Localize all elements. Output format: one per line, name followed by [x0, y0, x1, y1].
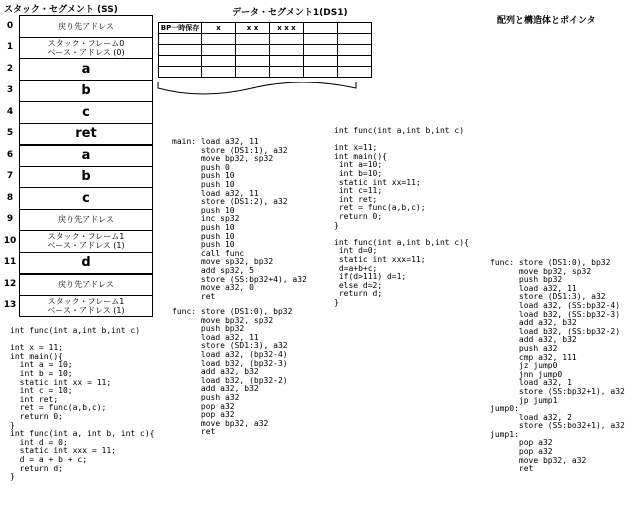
- stack-cell-text: スタック・フレーム0: [47, 38, 125, 48]
- ds-cell: [338, 34, 372, 45]
- stack-row: [3, 209, 114, 231]
- stack-cell-text: 戻り先アドレス: [58, 280, 114, 290]
- ds-header-cell: [304, 23, 338, 34]
- stack-cell: [19, 101, 153, 123]
- stack-row: [3, 15, 114, 37]
- ds-cell: [270, 56, 304, 67]
- stack-cell-text: a: [81, 148, 91, 164]
- stack-row: [3, 273, 114, 295]
- asm-func-right: func: store (DS1:0), bp32 move bp32, sp32 push bp32 load a32, 11 store (DS1:3), a32 load a32, (SS:bp32-4) load b32, (SS:bp32-3) add a32, b32 load b32, (SS:bp32-2) add a32, b32 push a32 cmp a32, 111 jz jump0 jnn jump0 load a32, 1 store (SS:bp32+1), a32 jp jump1 jump0: load a32, 2 store (SS:bo32+1), a32 jump1: pop a32 pop a32 move bp32, a32 ret: [490, 258, 625, 474]
- stack-cell-text: c: [82, 104, 90, 120]
- stack-row: [3, 166, 91, 188]
- ds-cell: [304, 45, 338, 56]
- stack-row: [3, 37, 125, 59]
- stack-index: 3: [6, 85, 14, 96]
- c-source-left: int func(int a,int b,int c) int x = 11; int main(){ int a = 10; int b = 10; static int xx = 11; int c = 10; int ret; ret = func(a,b,c); return 0; } int func(int a, int b, int c){ int d = 0; static int xxx = 11; d = a + b + c; return d; }: [10, 326, 155, 482]
- ds-row: [159, 34, 372, 45]
- ds-cell: [159, 45, 202, 56]
- topic-title: 配列と構造体とポインタ: [497, 16, 596, 26]
- stack-cell-text: ベース・アドレス (0): [47, 47, 125, 57]
- ds-header-cell: x x x: [270, 23, 304, 34]
- ds-cell: [202, 67, 236, 78]
- stack-index: 4: [6, 106, 14, 117]
- ds-cell: [270, 67, 304, 78]
- stack-cell-text: c: [82, 190, 90, 206]
- stack-cell-text: 戻り先アドレス: [58, 215, 114, 225]
- ds-cell: [236, 34, 270, 45]
- ds-row: [159, 67, 372, 78]
- stack-row: [3, 58, 91, 80]
- ds-cell: [236, 45, 270, 56]
- ds-cell: [304, 34, 338, 45]
- stack-row: [3, 101, 90, 123]
- stack-cell: [19, 209, 153, 231]
- stack-index: 12: [3, 278, 17, 289]
- ds-header-cell: x x: [236, 23, 270, 34]
- stack-cell: [19, 37, 153, 59]
- ds-row: [159, 45, 372, 56]
- stack-row: [3, 252, 91, 274]
- ds-cell: [338, 56, 372, 67]
- stack-row: [3, 230, 125, 252]
- ds-cell: [304, 67, 338, 78]
- stack-cell: [19, 252, 153, 274]
- ds-cell: [159, 56, 202, 67]
- ds-row: [159, 23, 372, 34]
- stack-segment-title: スタック・セグメント (SS): [4, 5, 118, 15]
- stack-row: [3, 187, 90, 209]
- ds-cell: [202, 56, 236, 67]
- stack-cell-text: b: [81, 83, 91, 99]
- stack-cell-text: ret: [75, 126, 97, 142]
- stack-index: 10: [3, 235, 17, 246]
- stack-cell: [19, 187, 153, 209]
- ds-header-cell: x: [202, 23, 236, 34]
- stack-index: 6: [6, 149, 14, 160]
- stack-row: [3, 80, 91, 102]
- stack-index: 5: [6, 128, 14, 139]
- data-segment-table: [158, 22, 372, 78]
- stack-index: 7: [6, 171, 14, 182]
- table-torn-edge-icon: [157, 82, 357, 96]
- stack-cell: [19, 144, 153, 166]
- data-segment-title: データ・セグメント1(DS1): [232, 8, 348, 18]
- ds-cell: [338, 67, 372, 78]
- stack-cell: [19, 80, 153, 102]
- stack-cell-text: スタック・フレーム1: [47, 296, 125, 306]
- stack-cell-text: d: [81, 255, 91, 271]
- stack-row: [3, 295, 125, 317]
- stack-row: [3, 144, 91, 166]
- stack-index: 1: [6, 42, 14, 53]
- ds-cell: [270, 45, 304, 56]
- ds-cell: [159, 34, 202, 45]
- stack-index: 8: [6, 192, 14, 203]
- stack-cell-text: スタック・フレーム1: [47, 232, 125, 242]
- stack-cell: [19, 15, 153, 37]
- ds-header-cell: BP一時保存: [159, 23, 202, 34]
- stack-cell: [19, 230, 153, 252]
- stack-cell: [19, 295, 153, 317]
- stack-index: 0: [6, 20, 14, 31]
- stack-cell-text: ベース・アドレス (1): [47, 241, 125, 251]
- stack-index: 9: [6, 214, 14, 225]
- stack-index: 11: [3, 257, 17, 268]
- ds-cell: [202, 34, 236, 45]
- stack-index: 13: [3, 300, 17, 311]
- ds-cell: [202, 45, 236, 56]
- stack-cell: [19, 123, 153, 145]
- asm-main: main: load a32, 11 store (DS1:1), a32 move bp32, sp32 push 0 push 10 push 10 load a32, 11 store (DS1:2), a32 push 10 inc sp32 push 10 push 10 push 10 call func move sp32, bp32 add sp32, 5 store (SS:bp32+4), a32 move a32, 0 ret: [172, 137, 307, 301]
- stack-cell-text: a: [81, 61, 91, 77]
- stack-cell: [19, 58, 153, 80]
- ds-cell: [338, 45, 372, 56]
- stack-cell-text: 戻り先アドレス: [58, 21, 114, 31]
- ds-cell: [159, 67, 202, 78]
- ds-cell: [270, 34, 304, 45]
- asm-func-middle: func: store (DS1:0), bp32 move bp32, sp32 push bp32 load a32, 11 store (SD1:3), a32 load a32, (bp32-4) load b32, (bp32-3) add a32, b32 load b32, (bp32-2) add a32, b32 push a32 pop a32 pop a32 move bp32, a32 ret: [172, 307, 293, 437]
- stack-cell-text: ベース・アドレス (1): [47, 305, 125, 315]
- ds-cell: [236, 67, 270, 78]
- stack-cell-text: b: [81, 169, 91, 185]
- stack-cell: [19, 166, 153, 188]
- ds-header-cell: [338, 23, 372, 34]
- stack-cell: [19, 273, 153, 295]
- stack-bottom-line: [19, 316, 153, 317]
- stack-segment: [3, 15, 125, 316]
- ds-cell: [236, 56, 270, 67]
- c-source-middle: int func(int a,int b,int c) int x=11; int main(){ int a=10; int b=10; static int xx=11; int c=11; int ret; ret = func(a,b,c); return 0; } int func(int a,int b,int c){ int d=0; static int xxx=11; d=a+b+c; if(d>111) d=1; else d=2; return d; }: [334, 126, 469, 307]
- ds-cell: [304, 56, 338, 67]
- stack-index: 2: [6, 63, 14, 74]
- stack-row: [3, 123, 97, 145]
- ds-row: [159, 56, 372, 67]
